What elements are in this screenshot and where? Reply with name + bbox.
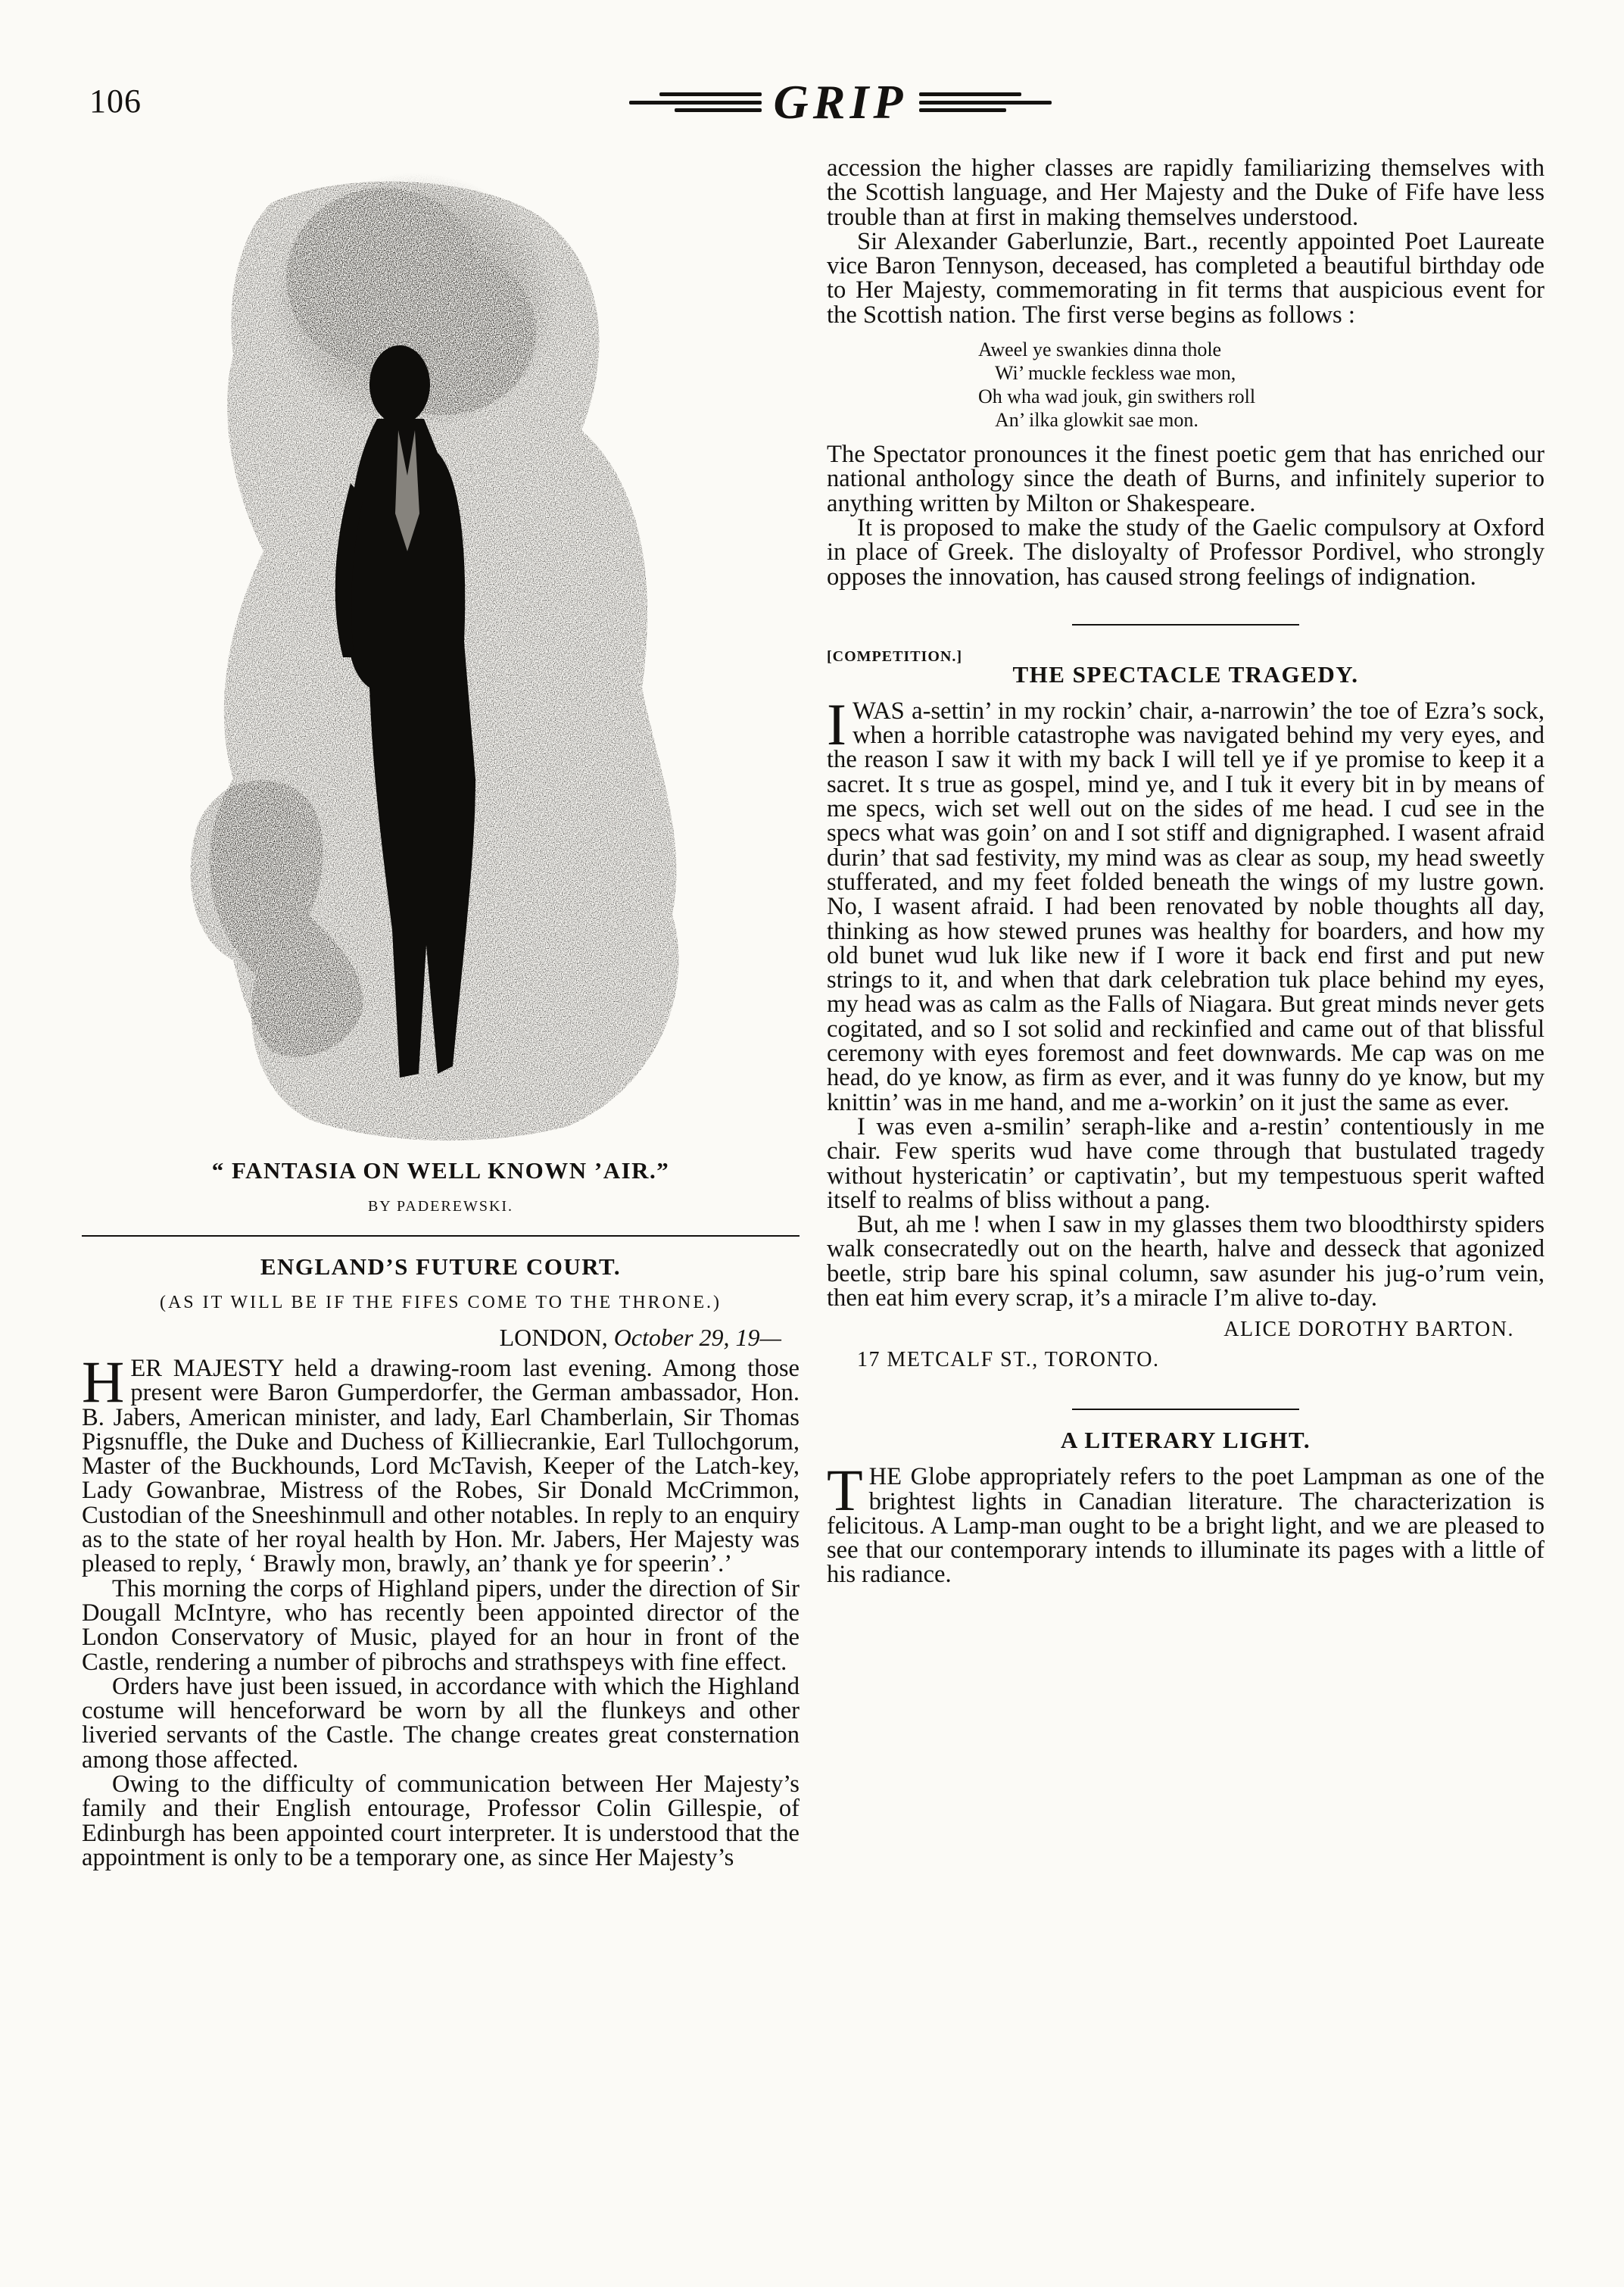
cartoon-caption: “ FANTASIA ON WELL KNOWN ’AIR.” xyxy=(211,1157,670,1184)
poem-line: An’ ilka glowkit sae mon. xyxy=(995,409,1199,432)
drop-cap: I xyxy=(827,691,846,757)
article-headline: ENGLAND’S FUTURE COURT. xyxy=(260,1253,622,1280)
masthead xyxy=(591,76,1090,129)
spectacle-paragraph: I was even a-smilin’ seraph-like and a-restin’ contentiously in me chair. Few sperits wud have come through that bustulated tragedy without hystericatin’ or captivatin’, but my tempestuous sperit wafted itself to realms of bliss without a pang. xyxy=(827,1112,1545,1214)
article-paragraph: Sir Alexander Gaberlunzie, Bart., recently appointed Poet Laureate vice Baron Tennyson, deceased, has completed a beautiful birthday ode to Her Majesty, commemorating in fit terms that auspicious event for the Scottish nation. The first verse begins as follows : xyxy=(827,227,1545,329)
literary-paragraph: THE Globe appropriately refers to the poet Lampman as one of the brightest lights in Canadian literature. The characterization is felicitous. A Lamp-man ought to be a bright light, and we are pleased to see that our contemporary intends to illuminate its pages with a little of his radiance. xyxy=(827,1457,1545,1589)
birthday-ode-verse xyxy=(978,338,1545,432)
article-subhead: (AS IT WILL BE IF THE FIFES COME TO THE THRONE.) xyxy=(159,1293,722,1312)
article-paragraph: It is proposed to make the study of the Gaelic compulsory at Oxford in place of Greek. The disloyalty of Professor Pordivel, who strongly opposes the innovation, has caused strong feelings of indignation. xyxy=(827,513,1545,591)
masthead-rule-left xyxy=(629,92,762,112)
spectacle-headline: THE SPECTACLE TRAGEDY. xyxy=(1012,660,1359,688)
dateline-place: LONDON, xyxy=(499,1324,608,1351)
literary-body xyxy=(827,1457,1545,1589)
article-paragraph: The Spectator pronounces it the finest poetic gem that has enriched our national anthology since the death of Burns, and infinitely superior to anything written by Milton or Shakespeare. xyxy=(827,441,1545,517)
spectacle-body xyxy=(827,691,1545,1312)
right-column xyxy=(827,156,1545,1587)
left-column xyxy=(82,144,800,1870)
article-body xyxy=(82,1349,800,1871)
section-divider xyxy=(1072,624,1299,626)
author-signature: ALICE DOROTHY BARTON. xyxy=(1223,1318,1514,1342)
article-dateline xyxy=(82,1324,781,1352)
section-divider xyxy=(1072,1409,1299,1410)
drop-cap: T xyxy=(827,1457,863,1524)
spectacle-paragraph: But, ah me ! when I saw in my glasses them two bloodthirsty spiders walk consecratedly out on the hearth, halve and desseck that agonized beetle, strip bare his spinal column, saw asunder his jug-o’rum vein, then eat him every scrap, it’s a miracle I’m alive to-day. xyxy=(827,1211,1545,1312)
cartoon-svg xyxy=(82,158,800,1157)
article-paragraph: accession the higher classes are rapidly familiarizing themselves with the Scottish language, and Her Majesty and the Duke of Fife have less trouble than at first in making themselves understood. xyxy=(827,154,1545,231)
article-conclusion xyxy=(827,442,1545,589)
cartoon-illustration xyxy=(82,158,800,1157)
literary-headline: A LITERARY LIGHT. xyxy=(1060,1427,1311,1454)
article-paragraph: HER MAJESTY held a drawing-room last evening. Among those present were Baron Gumperdorfer, the German ambassador, Hon. B. Jabers, American minister, and lady, Earl Chamberlain, Sir Thomas Pigsnuffle, the Duke and Duchess of Killiecrankie, Earl Tullochgorum, Master of the Buckhounds, Lord McTavish, Keeper of the Latch-key, Lady Gowanbrae, Mistress of the Robes, Sir Donald McCrimmon, Custodian of the Sneeshinmull and other notables. In reply to an enquiry as to the state of her royal health by Hon. Mr. Jabers, Her Majesty was pleased to reply, ‘ Brawly mon, brawly, an’ thank ye for speerin’.’ xyxy=(82,1349,800,1578)
author-address: 17 METCALF ST., TORONTO. xyxy=(857,1348,1160,1372)
competition-tag: [COMPETITION.] xyxy=(827,647,962,665)
article-paragraph: This morning the corps of Highland pipers, under the direction of Sir Dougall McIntyre, who has recently been appointed director of the London Conservatory of Music, played for an hour in front of the Castle, rendering a number of pibrochs and strathspeys with fine effect. xyxy=(82,1574,800,1676)
spectacle-paragraph: IWAS a-settin’ in my rockin’ chair, a-narrowin’ the toe of Ezra’s sock, when a horrible catastrophe was navigated behind my very eyes, and the reason I saw it with my back I will tell ye if ye promise to keep it a sacret. It s true as gospel, mind ye, and I tuk it every bit in by means of me specs, wich set well out on the sides of me head. I cud see in the specs what was goin’ on and I sot stiff and dignigraphed. I wasent afraid durin’ that sad festivity, my mind was as clear as soup, my head sweetly stufferated, and my feet folded beneath the wings of my lustre gown. No, I wasent afraid. I had been renovated by noble thoughts all day, thinking as how stewed prunes was healthy for boarders, and how my old bunet wud luk like new if I wore it back end first and put new strings to it, and when that dark celebration tuk place behind my eyes, my head was as calm as the Falls of Niagara. But great minds never gets cogitated, and so I sot solid and reckinfied and came out of that blissful ceremony with eyes foremost and feet downwards. Me cap was on me head, do ye know, as firm as ever, and it was funny do ye know, but my knittin’ was in me hand, and me a-workin’ on it just the same as ever. xyxy=(827,691,1545,1116)
section-divider xyxy=(82,1235,800,1237)
poem-line: Aweel ye swankies dinna thole xyxy=(978,339,1222,361)
poem-line: Oh wha wad jouk, gin swithers roll xyxy=(978,385,1256,408)
masthead-title: GRIP xyxy=(773,75,908,129)
page-number: 106 xyxy=(89,83,142,120)
poem-line: Wi’ muckle feckless wae mon, xyxy=(995,362,1236,385)
dateline-date: October 29, 19— xyxy=(613,1324,781,1351)
article-paragraph: Orders have just been issued, in accordance with which the Highland costume will henceforward be worn by all the flunkeys and other liveried servants of the Castle. The change creates great consternation among those affected. xyxy=(82,1672,800,1774)
cartoon-byline: BY PADEREWSKI. xyxy=(367,1198,514,1215)
drop-cap: H xyxy=(82,1349,125,1415)
article-paragraph: Owing to the difficulty of communication between Her Majesty’s family and their English entourage, Professor Colin Gillespie, of Edinburgh has been appointed court interpreter. It is understood that the appointment is only to be a temporary one, as since Her Majesty’s xyxy=(82,1771,800,1871)
masthead-rule-right xyxy=(919,92,1052,112)
article-continuation xyxy=(827,156,1545,327)
